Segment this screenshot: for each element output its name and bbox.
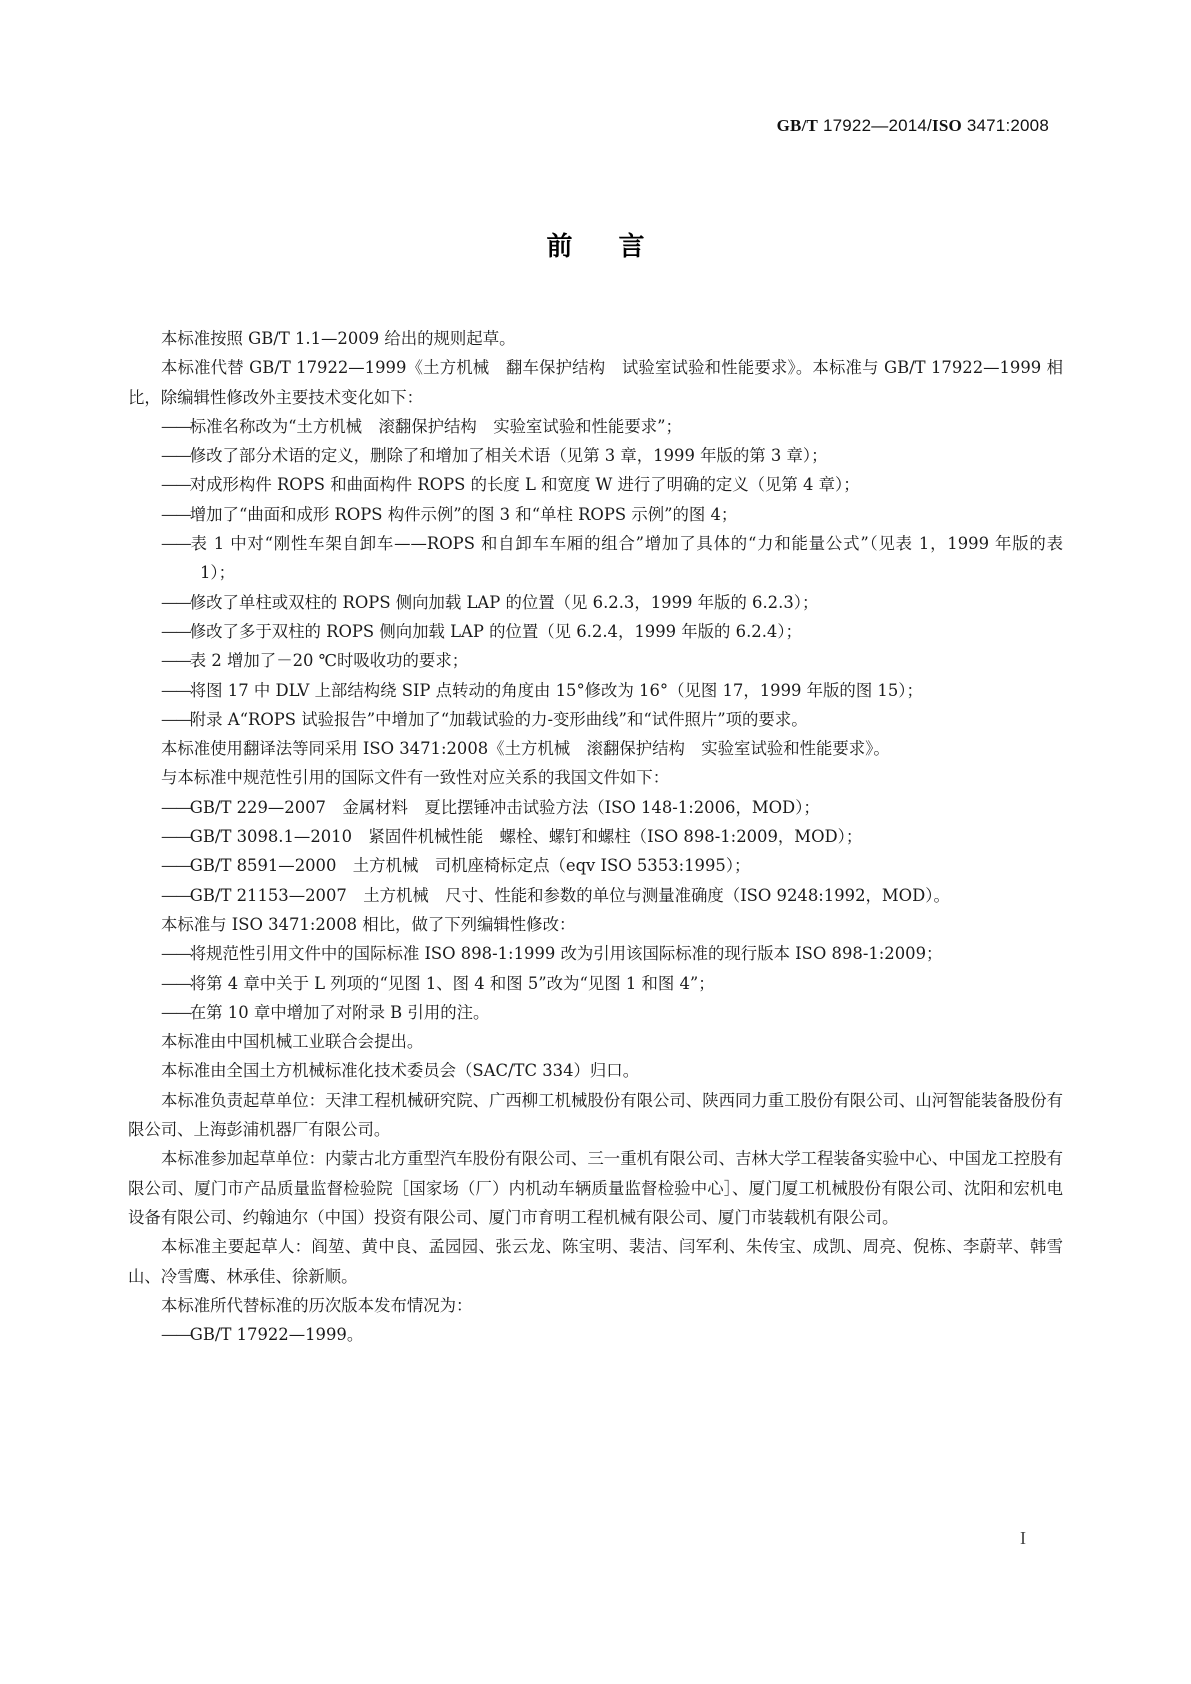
paragraph-text: GB/T 229—2007 金属材料 夏比摆锤冲击试验方法（ISO 148-1:2006，MOD）； <box>189 797 820 817</box>
list-item <box>128 412 1063 441</box>
list-item <box>128 1320 1063 1349</box>
paragraph-text: 本标准主要起草人：阎堃、黄中良、孟园园、张云龙、陈宝明、裴洁、闫军利、朱传宝、成凯、周亮、倪栋、李蔚苹、韩雪山、冷雪鹰、林承佳、徐新顺。 <box>128 1237 1063 1286</box>
paragraph-text: 修改了部分术语的定义，删除了和增加了相关术语（见第 3 章，1999 年版的第 3 章）； <box>189 446 828 466</box>
paragraph-text: 修改了多于双柱的 ROPS 侧向加载 LAP 的位置（见 6.2.4，1999 年版的 6.2.4）； <box>189 621 802 641</box>
list-dash: —— <box>161 944 190 964</box>
code-number-iso: 3471:2008 <box>961 116 1049 135</box>
paragraph <box>128 763 1063 792</box>
list-item <box>128 793 1063 822</box>
paragraph <box>128 1291 1063 1320</box>
list-item <box>128 822 1063 851</box>
list-dash: —— <box>161 534 190 554</box>
paragraph-text: GB/T 3098.1—2010 紧固件机械性能 螺栓、螺钉和螺柱（ISO 898-1:2009，MOD）； <box>189 827 863 847</box>
list-dash: —— <box>161 592 190 612</box>
paragraph-text: GB/T 17922—1999。 <box>189 1325 364 1345</box>
list-item <box>128 676 1063 705</box>
list-item <box>128 705 1063 734</box>
paragraph-text: 在第 10 章中增加了对附录 B 引用的注。 <box>189 1002 490 1022</box>
foreword-body <box>128 324 1063 1349</box>
list-dash: —— <box>161 475 190 495</box>
list-item <box>128 470 1063 499</box>
list-item <box>128 617 1063 646</box>
paragraph-text: 本标准由全国土方机械标准化技术委员会（SAC/TC 334）归口。 <box>161 1061 640 1081</box>
code-prefix-gbt: GB/T <box>776 116 819 135</box>
page-title: 前言 <box>546 232 691 262</box>
list-dash: —— <box>161 416 190 436</box>
paragraph <box>128 1056 1063 1085</box>
list-item <box>128 881 1063 910</box>
paragraph-text: 表 1 中对“刚性车架自卸车——ROPS 和自卸车车厢的组合”增加了具体的“力和能量公式”（见表 1，1999 年版的表 1）； <box>189 534 1063 583</box>
paragraph-text: 本标准由中国机械工业联合会提出。 <box>161 1032 424 1052</box>
code-number-gbt: 17922—2014/ <box>818 116 932 135</box>
list-item <box>128 998 1063 1027</box>
paragraph-text: 标准名称改为“土方机械 滚翻保护结构 实验室试验和性能要求”； <box>189 416 682 436</box>
list-dash: —— <box>161 1325 190 1345</box>
paragraph-text: 本标准参加起草单位：内蒙古北方重型汽车股份有限公司、三一重机有限公司、吉林大学工程装备实验中心、中国龙工控股有限公司、厦门市产品质量监督检验院［国家场（厂）内机动车辆质量监督检验中心］、厦门厦工机械股份有限公司、沈阳和宏机电设备有限公司、约翰迪尔（中国）投资有限公司、厦门市育明工程机械有限公司、厦门市装载机有限公司。 <box>128 1149 1063 1227</box>
paragraph-text: GB/T 8591—2000 土方机械 司机座椅标定点（eqv ISO 5353:1995）； <box>189 856 751 876</box>
list-dash: —— <box>161 651 190 671</box>
list-item <box>128 939 1063 968</box>
list-item <box>128 588 1063 617</box>
paragraph <box>128 1144 1063 1232</box>
paragraph-text: 本标准负责起草单位：天津工程机械研究院、广西柳工机械股份有限公司、陕西同力重工股份有限公司、山河智能装备股份有限公司、上海彭浦机器厂有限公司。 <box>128 1090 1063 1140</box>
paragraph-text: 表 2 增加了－20 ℃时吸收功的要求； <box>189 651 469 671</box>
list-dash: —— <box>161 856 190 876</box>
paragraph-text: 本标准代替 GB/T 17922—1999《土方机械 翻车保护结构 试验室试验和性能要求》。本标准与 GB/T 17922—1999 相比，除编辑性修改外主要技术变化如下： <box>128 358 1063 407</box>
paragraph-text: 本标准使用翻译法等同采用 ISO 3471:2008《土方机械 滚翻保护结构 实验室试验和性能要求》。 <box>161 739 890 759</box>
paragraph <box>128 910 1063 939</box>
paragraph-text: 与本标准中规范性引用的国际文件有一致性对应关系的我国文件如下： <box>161 768 670 788</box>
paragraph-text: 本标准按照 GB/T 1.1—2009 给出的规则起草。 <box>161 329 516 348</box>
list-dash: —— <box>161 446 190 466</box>
page-number: I <box>1020 1528 1026 1548</box>
code-prefix-iso: ISO <box>932 116 962 135</box>
list-item <box>128 851 1063 880</box>
paragraph <box>128 1027 1063 1056</box>
list-item <box>128 529 1063 588</box>
paragraph-text: 附录 A“ROPS 试验报告”中增加了“加载试验的力-变形曲线”和“试件照片”项的要求。 <box>189 709 808 729</box>
paragraph-text: 对成形构件 ROPS 和曲面构件 ROPS 的长度 L 和宽度 W 进行了明确的定义（见第 4 章）； <box>189 475 860 495</box>
paragraph-text: GB/T 21153—2007 土方机械 尺寸、性能和参数的单位与测量准确度（ISO 9248:1992，MOD）。 <box>189 885 950 905</box>
list-dash: —— <box>161 797 190 817</box>
list-dash: —— <box>161 827 190 847</box>
list-item <box>128 646 1063 675</box>
list-dash: —— <box>161 709 190 729</box>
paragraph-text: 本标准所代替标准的历次版本发布情况为： <box>161 1295 473 1315</box>
list-dash: —— <box>161 885 190 905</box>
list-dash: —— <box>161 680 190 700</box>
paragraph-text: 将规范性引用文件中的国际标准 ISO 898-1:1999 改为引用该国际标准的现行版本 ISO 898-1:2009； <box>189 944 943 964</box>
paragraph-text: 修改了单柱或双柱的 ROPS 侧向加载 LAP 的位置（见 6.2.3，1999 年版的 6.2.3）； <box>189 592 819 612</box>
paragraph <box>128 353 1063 412</box>
list-dash: —— <box>161 621 190 641</box>
list-item <box>128 441 1063 470</box>
list-item <box>128 969 1063 998</box>
paragraph-text: 将图 17 中 DLV 上部结构绕 SIP 点转动的角度由 15°修改为 16°（见图 17，1999 年版的图 15）； <box>189 680 923 700</box>
paragraph <box>128 324 1063 353</box>
standard-code-header <box>777 116 1049 136</box>
list-dash: —— <box>161 973 190 993</box>
paragraph <box>128 1086 1063 1145</box>
paragraph <box>128 734 1063 763</box>
list-item <box>128 500 1063 529</box>
paragraph-text: 本标准与 ISO 3471:2008 相比，做了下列编辑性修改： <box>161 914 576 934</box>
paragraph-text: 将第 4 章中关于 L 列项的“见图 1、图 4 和图 5”改为“见图 1 和图 4”； <box>189 973 715 993</box>
list-dash: —— <box>161 1002 190 1022</box>
list-dash: —— <box>161 504 190 524</box>
paragraph <box>128 1232 1063 1291</box>
paragraph-text: 增加了“曲面和成形 ROPS 构件示例”的图 3 和“单柱 ROPS 示例”的图 4； <box>189 504 738 524</box>
